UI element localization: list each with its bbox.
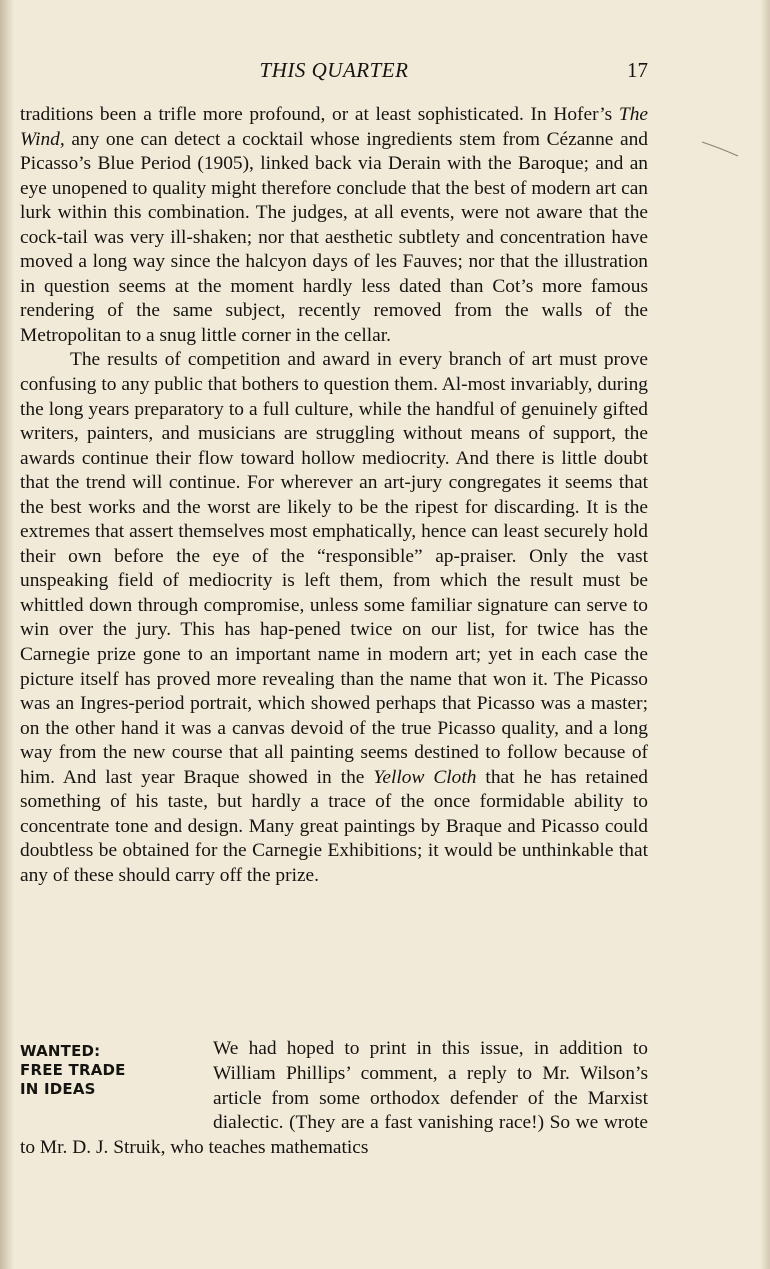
paragraph <box>20 103 648 348</box>
paragraph <box>20 348 648 888</box>
running-title: THIS QUARTER <box>259 58 409 82</box>
gutter-shadow <box>0 0 14 1269</box>
italic-title: The Wind, <box>20 104 648 150</box>
body-text <box>20 103 648 889</box>
side-heading-line: IN IDEAS <box>20 1080 96 1098</box>
side-heading-line: WANTED: <box>20 1042 101 1060</box>
italic-title: Yellow Cloth <box>373 766 477 788</box>
wanted-section <box>20 1037 648 1161</box>
page-edge <box>760 0 770 1269</box>
page-header <box>20 58 648 86</box>
section-side-heading <box>20 1042 190 1099</box>
page-number: 17 <box>627 58 648 82</box>
paragraph-text: any one can detect a cocktail whose ingredients stem from Cézanne and Picasso’s Blue Period (1905), linked back via Derain with the Baroque; and an eye unopened to quality might therefore conclude that the best of modern art can lurk within this combination. The judges, at all events, were not aware that the cock-tail was very ill-shaken; nor that aesthetic subtlety and concentration have moved a long way since the halcyon days of les Fauves; nor that the illustration in question seems at the moment hardly less dated than Cot’s more famous rendering of the same subject, recently removed from the walls of the Metropolitan to a snug little corner in the cellar. <box>20 128 648 346</box>
paragraph-text: traditions been a trifle more profound, or at least sophisticated. In Hofer’s <box>20 104 619 125</box>
side-heading-line: FREE TRADE <box>20 1061 126 1079</box>
paragraph-text: that he has retained something of his taste, but hardly a trace of the once formidable ability to concentrate tone and design. Many great paintings by Braque and Picasso could doubtless be obtained for the Carnegie Exhibitions; it would be unthinkable that any of these should carry off the prize. <box>20 766 649 886</box>
margin-pencil-mark <box>700 138 740 158</box>
section-paragraph-text: We had hoped to print in this issue, in addition to William Phillips’ comment, a reply to Mr. Wilson’s article from some orthodox defender of the Marxist dialectic. (They are a fast vanishing race!) So we wrote to Mr. D. J. Struik, who teaches mathematics <box>20 1038 648 1159</box>
paragraph-text: The results of competition and award in every branch of art must prove confusing to any public that bothers to question them. Al-most invariably, during the long years preparatory to a full culture, while the handful of genuinely gifted writers, painters, and musicians are struggling without means of support, the awards continue their flow toward hollow mediocrity. And there is little doubt that the trend will continue. For wherever an art-jury congregates it seems that the best works and the worst are likely to be the ripest for discarding. It is the extremes that assert themselves most emphatically, hence can least securely hold their own before the eye of the “responsible” ap-praiser. Only the vast unspeaking field of mediocrity is left them, from which the result must be whittled down through compromise, unless some familiar signature can serve to win over the jury. This has hap-pened twice on our list, for twice has the Carnegie prize gone to an important name in modern art; yet in each case the picture itself has proved more revealing than the name that won it. The Picasso was an Ingres-period portrait, which showed perhaps that Picasso was a master; on the other hand it was a canvas devoid of the true Picasso quality, and a long way from the new course that all painting seems destined to follow because of him. And last year Braque showed in the <box>20 349 648 788</box>
